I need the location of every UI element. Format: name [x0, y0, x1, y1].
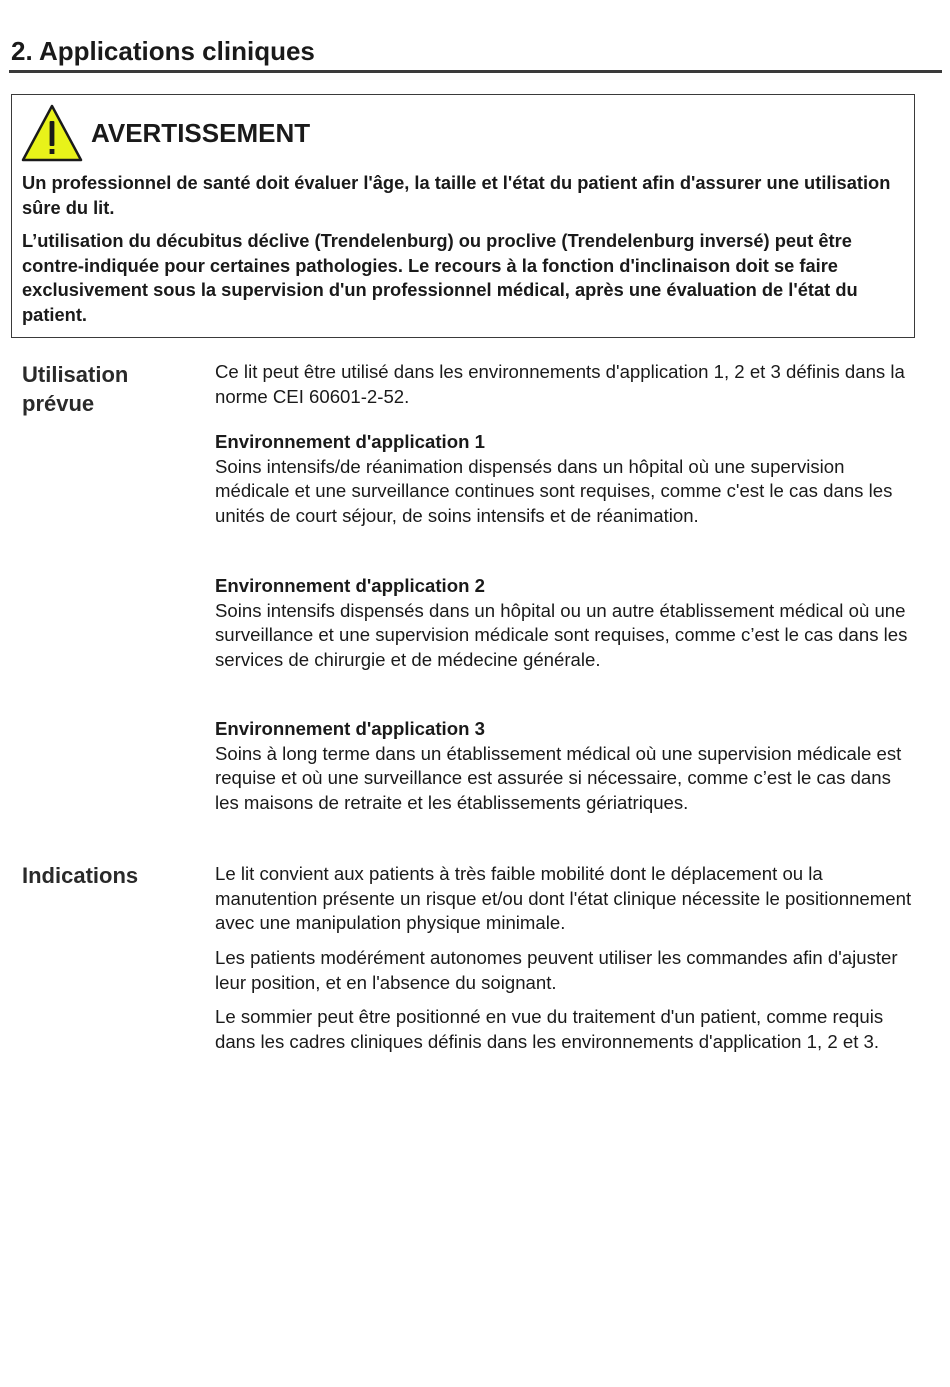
indications-paragraph: Les patients modérément autonomes peuvent utiliser les commandes afin d'ajuster leur position, et en l'absence du soignant. — [215, 947, 898, 993]
indications-paragraph: Le sommier peut être positionné en vue du traitement d'un patient, comme requis dans les cadres cliniques définis dans les environnements d'application 1, 2 et 3. — [215, 1006, 884, 1052]
intended-use-intro: Ce lit peut être utilisé dans les environnements d'application 1, 2 et 3 définis dans la norme CEI 60601-2-52. — [215, 361, 905, 407]
environment-text: Soins à long terme dans un établissement médical où une supervision médicale est requise et où une surveillance est assurée si nécessaire, comme c’est le cas dans les maisons de retraite et les établissements gériatriques. — [215, 742, 902, 813]
environment-text: Soins intensifs dispensés dans un hôpital ou un autre établissement médical où une surveillance et une supervision médicale sont requises, comme c’est le cas dans les services de chirurgie et de médecine générale. — [215, 599, 908, 670]
environment-block — [215, 717, 915, 815]
page-title: 2. Applications cliniques — [11, 36, 315, 66]
warning-header — [21, 104, 310, 162]
environment-block — [215, 574, 915, 672]
warning-paragraph: L’utilisation du décubitus déclive (Trendelenburg) ou proclive (Trendelenburg inversé) peut être contre-indiquée pour certaines pathologies. Le recours à la fonction d'inclinaison doit se faire exclusivement sous la supervision d'un professionnel médical, après une évaluation de l'état du patient. — [22, 230, 858, 325]
warning-paragraph: Un professionnel de santé doit évaluer l'âge, la taille et l'état du patient afin d'assurer une utilisation sûre du lit. — [22, 172, 891, 218]
indications-label: Indications — [22, 863, 139, 888]
environment-text: Soins intensifs/de réanimation dispensés dans un hôpital où une supervision médicale et une surveillance continues sont requises, comme c'est le cas dans les unités de court séjour, de soins intensifs et de réanimation. — [215, 455, 893, 526]
intended-use-label: Utilisation prévue — [22, 362, 129, 416]
environment-title: Environnement d'application 2 — [215, 575, 485, 596]
title-divider — [9, 70, 942, 73]
environment-title: Environnement d'application 3 — [215, 718, 485, 739]
warning-triangle-icon — [21, 104, 83, 162]
environment-title: Environnement d'application 1 — [215, 431, 485, 452]
warning-box — [11, 94, 915, 338]
warning-heading: AVERTISSEMENT — [91, 118, 311, 148]
environment-block — [215, 430, 915, 528]
indications-paragraph: Le lit convient aux patients à très faible mobilité dont le déplacement ou la manutention présente un risque et/ou dont l'état clinique nécessite le positionnement avec une manipulation physique minimale. — [215, 863, 912, 933]
